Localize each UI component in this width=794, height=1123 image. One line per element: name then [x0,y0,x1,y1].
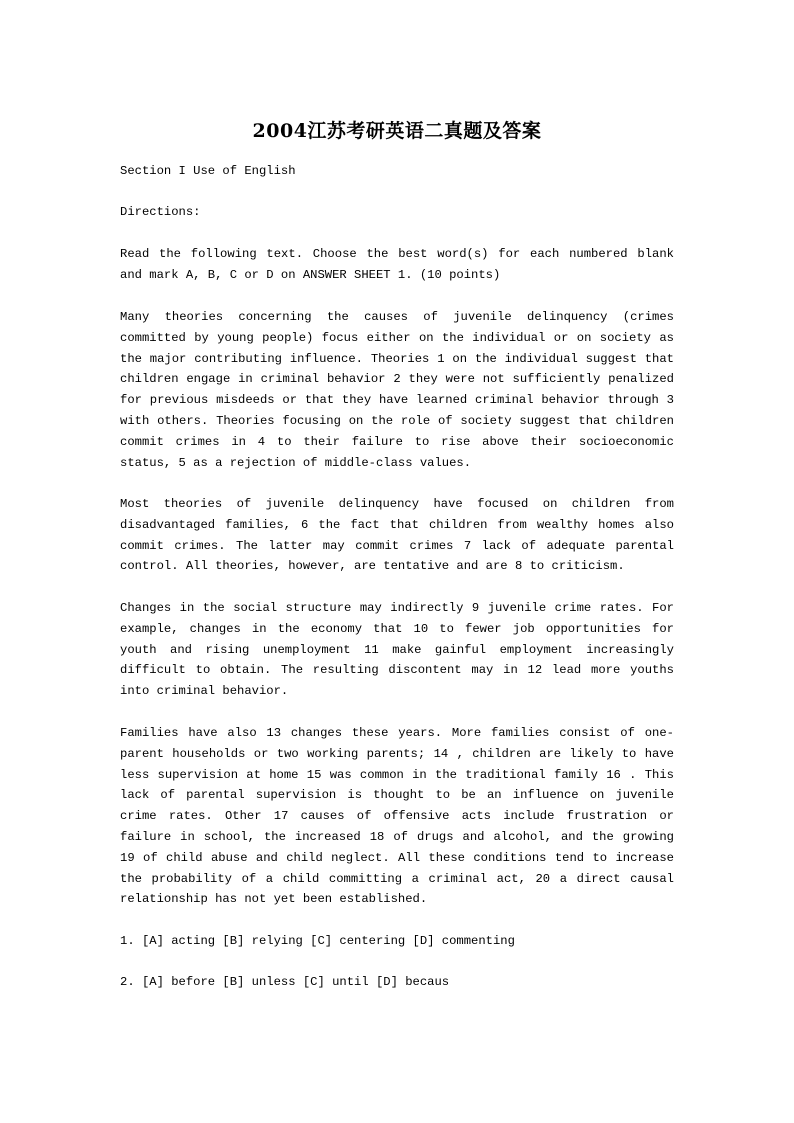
passage-paragraph-3: Changes in the social structure may indirectly 9 juvenile crime rates. For example, changes in the economy that 10 to fewer job opportunities for youth and rising unemployment 11 make gainful employment increasingly difficult to obtain. The resulting discontent may in 12 lead more youths into criminal behavior. [120,601,674,699]
directions-text: Read the following text. Choose the best word(s) for each numbered blank and mark A, B, C or D on ANSWER SHEET 1. (10 points) [120,247,674,282]
passage-paragraph-4: Families have also 13 changes these years. More families consist of one-parent households or two working parents; 14 , children are likely to have less supervision at home 15 was common in the traditional family 16 . This lack of parental supervision is thought to be an influence on juvenile crime rates. Other 17 causes of offensive acts include frustration or failure in school, the increased 18 of drugs and alcohol, and the growing 19 of child abuse and child neglect. All these conditions tend to increase the probability of a child committing a criminal act, 20 a direct causal relationship has not yet been established. [120,726,674,907]
section-heading: Section I Use of English [120,164,296,178]
question-1: 1. [A] acting [B] relying [C] centering [D] commenting [120,934,515,948]
question-2: 2. [A] before [B] unless [C] until [D] becaus [120,975,450,989]
passage-paragraph-2: Most theories of juvenile delinquency have focused on children from disadvantaged families, 6 the fact that children from wealthy homes also commit crimes. The latter may commit crimes 7 lack of adequate parental control. All theories, however, are tentative and are 8 to criticism. [120,497,674,574]
page-title: 2004江苏考研英语二真题及答案 [252,119,542,142]
directions-label: Directions: [120,205,201,219]
passage-paragraph-1: Many theories concerning the causes of juvenile delinquency (crimes committed by young people) focus either on the individual or on society as the major contributing influence. Theories 1 on the individual suggest that children engage in criminal behavior 2 they were not sufficiently penalized for previous misdeeds or that they have learned criminal behavior through 3 with others. Theories focusing on the role of society suggest that children commit crimes in 4 to their failure to rise above their socioeconomic status, 5 as a rejection of middle-class values. [120,310,674,470]
